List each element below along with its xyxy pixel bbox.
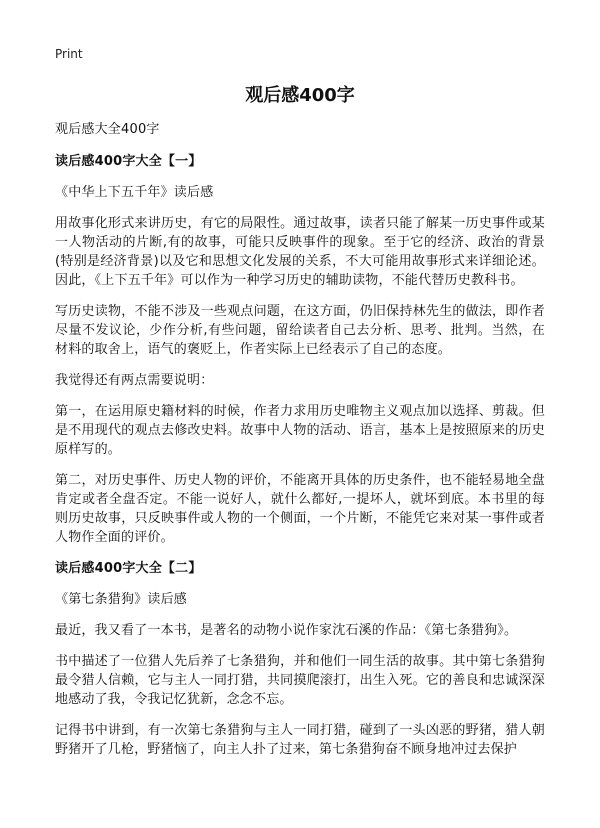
paragraph: 记得书中讲到，有一次第七条猎狗与主人一同打猎，碰到了一头凶恶的野猪，猎人朝野猪开了几枪，野猪恼了，向主人扑了过来，第七条猎狗奋不顾身地冲过去保护 xyxy=(55,723,545,757)
article-subtitle: 观后感大全400字 xyxy=(55,122,160,137)
paragraph: 书中描述了一位猎人先后养了七条猎狗，并和他们一同生活的故事。其中第七条猎狗最令猎人信赖，它与主人一同打猎，共同摸爬滚打，出生入死。它的善良和忠诚深深地感动了我，令我记忆犹新，念念不忘。 xyxy=(55,654,545,707)
article-body xyxy=(55,120,545,771)
section-heading-1: 读后感400字大全【一】 xyxy=(55,154,202,169)
print-link[interactable]: Print xyxy=(55,47,83,61)
book-title-1: 《中华上下五千年》读后感 xyxy=(55,185,214,200)
section-heading-2: 读后感400字大全【二】 xyxy=(55,561,202,576)
paragraph: 第二，对历史事件、历史人物的评价，不能离开具体的历史条件，也不能轻易地全盘肯定或者全盘否定。不能一说好人，就什么都好,一提坏人，就坏到底。本书里的每则历史故事，只反映事件或人物的一个侧面，一个片断，不能凭它来对某一事件或者人物作全面的评价。 xyxy=(55,473,545,545)
paragraph: 我觉得还有两点需要说明： xyxy=(55,373,214,388)
paragraph: 写历史读物，不能不涉及一些观点问题，在这方面，仍旧保持林先生的做法，即作者尽量不发议论，少作分析,有些问题，留给读者自己去分析、思考、批判。当然，在材料的取舍上，语气的褒贬上，作者实际上已经表示了自己的态度。 xyxy=(55,304,545,357)
book-title-2: 《第七条猎狗》读后感 xyxy=(55,592,188,607)
paragraph: 第一，在运用原史籍材料的时候，作者力求用历史唯物主义观点加以选择、剪裁。但是不用现代的观点去修改史料。故事中人物的活动、语言，基本上是按照原来的历史原样写的。 xyxy=(55,404,545,457)
page-title: 观后感400字 xyxy=(245,85,355,106)
paragraph: 用故事化形式来讲历史，有它的局限性。通过故事，读者只能了解某一历史事件或某一人物活动的片断,有的故事，可能只反映事件的现象。至于它的经济、政治的背景(特别是经济背景)以及它和思想文化发展的关系，不大可能用故事形式来详细论述。因此，《上下五千年》可以作为一种学习历史的辅助读物，不能代替历史教科书。 xyxy=(55,216,545,288)
paragraph: 最近，我又看了一本书，是著名的动物小说作家沈石溪的作品：《第七条猎狗》。 xyxy=(55,623,518,638)
